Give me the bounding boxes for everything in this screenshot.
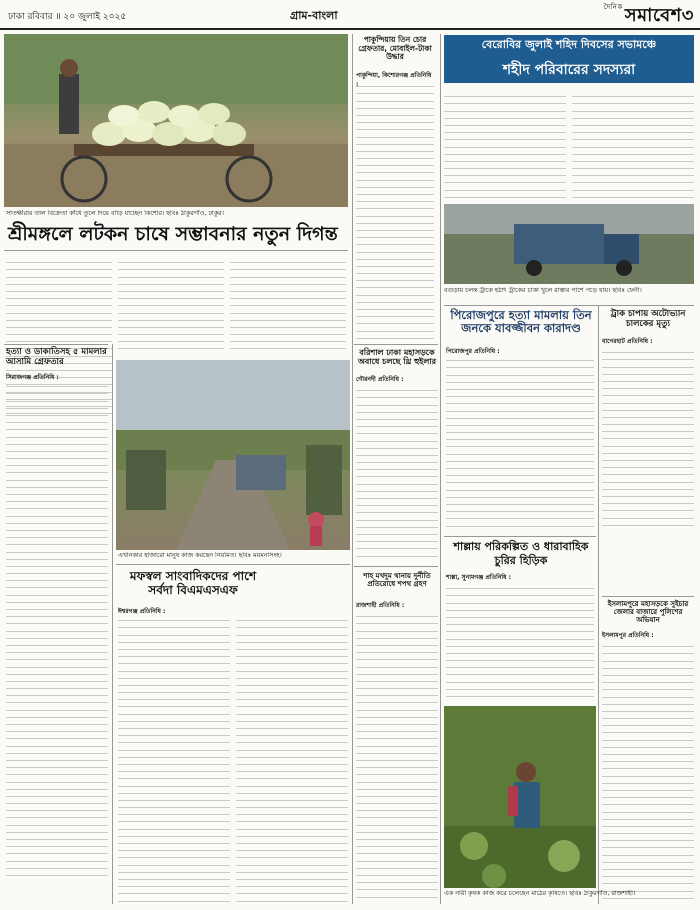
- lotkon-headline: শ্রীমঙ্গলে লটকন চাষে সম্ভাবনার নতুন দিগন্ত: [8, 223, 338, 245]
- pirojpur-byline: পিরোজপুর প্রতিনিধি :: [446, 348, 500, 355]
- bmsf-article-col1: [118, 614, 230, 904]
- pirojpur-article: [446, 354, 594, 532]
- shahmakhdum-byline: রাজশাহী প্রতিনিধি :: [356, 602, 405, 609]
- shahmakhdum-headline-visible: শাহ মখদুম থানায় দুর্নীতি প্রতিরোধে শপথ গ্রহণ: [363, 572, 431, 589]
- truck-death-article: [602, 346, 694, 532]
- truck-accident-photo: [444, 204, 694, 284]
- islampur-byline: ইসলামপুর প্রতিনিধি :: [602, 632, 654, 639]
- pakundia-byline: পাকুন্দিয়া, কিশোরগঞ্জ প্রতিনিধি :: [356, 72, 432, 88]
- arrest-headline: হত্যা ও ডাকাতিসহ ৫ মামলার আসামি গ্রেফতার: [6, 347, 107, 367]
- brand-name: সমাবেশ: [624, 5, 682, 26]
- lotkon-article-col3: [230, 256, 346, 356]
- melon-cart-photo: [4, 34, 348, 207]
- shalla-headline: শাল্লায় পরিকল্পিত ও ধারাবাহিক চুরির হিড়িক: [453, 540, 589, 567]
- melon-photo-caption: সাতক্ষীরার তাল বিক্রেতা কাঁধে তুলে দিয়ে বাড়ি যাচ্ছেন কিশোর। ছবিঃ ঠাকুরগাঁও, ঢাকুর।: [6, 210, 224, 217]
- truck-death-headline: ট্রাক চাপায় অটোভ্যান চালকের মৃত্যু: [610, 309, 686, 329]
- begum-rokeya-headline-box: [444, 35, 694, 83]
- islampur-headline: ইসলামপুরে মহাসড়কে সুইচার জেলার বাজারে পুলিশের অভিযান: [607, 600, 689, 625]
- brand-prefix: দৈনিক: [603, 3, 623, 11]
- barishal-headline: বরিশাল ঢাকা মহাসড়কে অবাধে চলছে থ্রি হুইলার: [357, 348, 437, 367]
- page-number: ৩: [681, 5, 694, 26]
- pakundia-article: [356, 80, 434, 342]
- arrest-article: [6, 380, 108, 880]
- page-header: [0, 0, 700, 30]
- issue-date: ঢাকা রবিবার ॥ ২০ জুলাই ২০২৫: [8, 12, 127, 22]
- newspaper-logo: [604, 1, 694, 32]
- begum-rokeya-headline-line1: বেরোবির জুলাই শহিদ দিবসের সভামঞ্চে: [481, 38, 657, 51]
- barishal-article: [356, 384, 438, 564]
- farmer-photo-caption: এক নারী কৃষক কাজ করে চলেছেন মাঠের কৃষিতে। ছবিঃ ঠাকুরগাঁও, রাজশাহী।: [444, 890, 636, 897]
- arrest-byline: সিরাজগঞ্জ প্রতিনিধি :: [6, 374, 59, 381]
- truck-death-byline: বাগেরহাট প্রতিনিধি :: [602, 338, 653, 345]
- bmsf-headline: মফস্বল সাংবাদিকদের পাশে সর্বদা বিএমএসএফ: [129, 569, 257, 597]
- section-name: গ্রাম-বাংলা: [290, 9, 338, 22]
- begum-rokeya-headline-line2: শহীদ পরিবারের সদস্যরা: [502, 62, 636, 78]
- pakundia-headline: পাকুন্দিয়ায় তিন চোর গ্রেফতার, মোবাইল-টাকা উদ্ধার: [358, 35, 432, 62]
- melon-cart-illustration: [4, 34, 348, 207]
- village-photo-caption: এখানকার হাজারো মানুষ কাজ করছেন নিয়মিত। ছবিঃ ময়মনসিংহ।: [118, 552, 282, 559]
- pirojpur-headline: পিরোজপুরে হত্যা মামলায় তিন জনকে যাবজ্জীবন কারাদণ্ড: [450, 308, 592, 336]
- bmsf-article-col2: [236, 614, 348, 904]
- shalla-article-col1: [446, 582, 594, 702]
- shalla-byline: শাল্লা, সুনামগঞ্জ প্রতিনিধি :: [446, 574, 511, 581]
- lotkon-article-col2: [118, 256, 224, 356]
- truck-photo-caption: বগুড়ায় চলন্ত ট্রাকে হঠাৎ ট্রাকের চাকা খুলে রাস্তার পাশে পড়ে যায়। ছবিঃ ফেনী।: [444, 287, 642, 294]
- islampur-article: [602, 640, 694, 904]
- barishal-byline: গৌরনদী প্রতিনিধি :: [356, 376, 404, 383]
- farmer-field-photo: [444, 706, 596, 888]
- farmer-illustration: [444, 706, 596, 888]
- truck-illustration: [444, 204, 694, 284]
- shahmakhdum-article: [356, 610, 438, 904]
- bmsf-byline: ঈশ্বরগঞ্জ প্রতিনিধি :: [118, 608, 166, 615]
- village-road-illustration: [116, 360, 350, 550]
- village-road-photo: [116, 360, 350, 550]
